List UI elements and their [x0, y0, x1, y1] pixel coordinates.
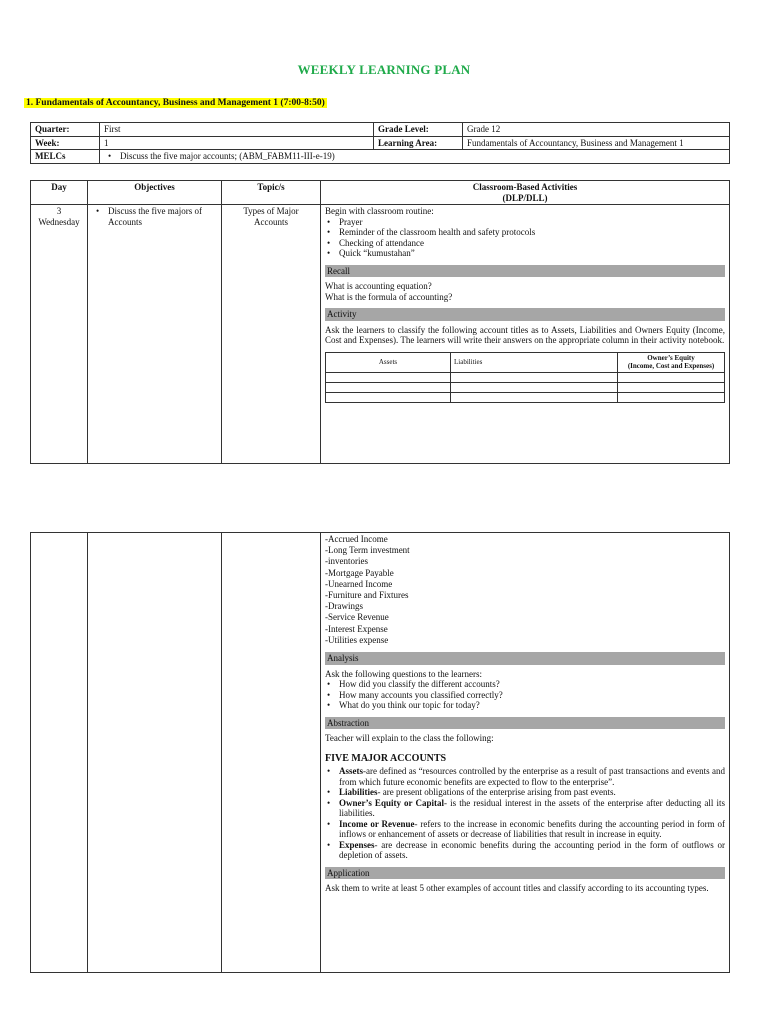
day-number: 3 — [56, 206, 62, 216]
list-item: • Prayer — [339, 217, 725, 228]
recall-question: What is accounting equation? — [325, 281, 432, 291]
list-item: -inventories — [325, 556, 368, 567]
list-item: • Reminder of the classroom health and safety protocols — [339, 227, 725, 238]
equity-header-line1: Owner’s Equity — [647, 354, 695, 362]
definition-term: Liabilities — [339, 787, 378, 798]
definition-term: Assets — [339, 766, 363, 777]
list-item — [339, 766, 725, 787]
grade-value: Grade 12 — [463, 123, 730, 137]
empty-topic-cell — [222, 533, 321, 973]
area-label: Learning Area: — [374, 136, 463, 150]
classification-table — [325, 352, 725, 403]
empty-objective-cell — [88, 533, 222, 973]
definition-text: - is the residual interest in the assets of the enterprise after deducting all its liabilities. — [339, 797, 726, 819]
account-titles-list — [325, 534, 725, 646]
page-title: WEEKLY LEARNING PLAN — [297, 62, 471, 77]
day-name: Wednesday — [38, 216, 80, 227]
abstraction-bar: Abstraction — [325, 717, 725, 730]
list-item — [339, 787, 725, 798]
list-item: -Interest Expense — [325, 623, 388, 634]
empty-day-cell — [31, 533, 88, 973]
routine-intro: Begin with classroom routine: — [325, 206, 434, 216]
definition-text: - refers to the increase in economic benefits during the accounting period in form of inflows or enhancement of assets or decrease of liabilities that result in increase in equity. — [339, 818, 725, 840]
lesson-table-page1 — [30, 180, 730, 464]
definition-text: - are decrease in economic benefits during the accounting period in the form of outflows or depletion of assets. — [339, 839, 725, 861]
lesson-table-page2 — [30, 532, 730, 973]
recall-question: What is the formula of accounting? — [325, 291, 453, 302]
table-row — [326, 392, 725, 402]
melcs-cell — [100, 150, 730, 164]
definition-text: - are present obligations of the enterprise arising from past events. — [377, 787, 616, 798]
activities-header — [321, 181, 730, 205]
topic-cell: Types of Major Accounts — [222, 205, 321, 464]
list-item: -Utilities expense — [325, 634, 389, 645]
day-cell — [31, 205, 88, 464]
definition-text: -are defined as “resources controlled by the enterprise as a result of past transactions and events and from which future economic benefits are expected to flow to the enterprise”. — [339, 766, 725, 787]
activity-bar: Activity — [325, 308, 725, 321]
abstraction-intro: Teacher will explain to the class the following: — [325, 733, 494, 744]
melcs-label: MELCs — [31, 150, 100, 164]
area-value: Fundamentals of Accountancy, Business and Management 1 — [463, 136, 730, 150]
list-item — [339, 798, 725, 819]
list-item — [339, 819, 725, 840]
definition-term: Expenses — [339, 839, 375, 850]
definition-term: Owner’s Equity or Capital — [339, 797, 445, 808]
plan-info-table — [30, 122, 730, 164]
definitions-list — [325, 766, 725, 861]
activities-continued-cell — [321, 533, 730, 973]
quarter-value: First — [100, 123, 374, 137]
list-item: -Mortgage Payable — [325, 567, 394, 578]
grade-label: Grade Level: — [374, 123, 463, 137]
activities-header-line2: (DLP/DLL) — [502, 192, 548, 203]
table-row — [326, 382, 725, 392]
list-item: -Long Term investment — [325, 545, 410, 556]
objective-cell — [88, 205, 222, 464]
week-value: 1 — [100, 136, 374, 150]
list-item: • Checking of attendance — [339, 238, 725, 249]
analysis-questions — [325, 679, 725, 711]
list-item: -Service Revenue — [325, 612, 389, 623]
liabilities-column-header: Liabilities — [451, 352, 618, 372]
application-bar: Application — [325, 867, 725, 880]
topics-header: Topic/s — [222, 181, 321, 205]
equity-header-line2: (Income, Cost and Expenses) — [627, 362, 715, 370]
analysis-bar: Analysis — [325, 652, 725, 665]
day-header: Day — [31, 181, 88, 205]
routine-list — [325, 217, 725, 259]
list-item: • Quick “kumustahan” — [339, 248, 725, 259]
table-row — [326, 372, 725, 382]
list-item — [339, 840, 725, 861]
list-item: -Drawings — [325, 601, 363, 612]
objective-text: • Discuss the five majors of Accounts — [92, 206, 217, 227]
application-text: Ask them to write at least 5 other examples of account titles and classify according to its accounting types. — [325, 883, 709, 894]
activities-header-line1: Classroom-Based Activities — [472, 182, 578, 192]
activities-cell — [321, 205, 730, 464]
list-item: -Unearned Income — [325, 578, 393, 589]
definition-term: Income or Revenue — [339, 818, 415, 829]
objectives-header: Objectives — [88, 181, 222, 205]
activity-instructions: Ask the learners to classify the following account titles as to Assets, Liabilities and Owners Equity (Income, Cost and Expenses). The learners will write their answers on the appropriate column in their activity notebook. — [325, 324, 725, 345]
list-item: -Furniture and Fixtures — [325, 590, 409, 601]
quarter-label: Quarter: — [31, 123, 100, 137]
list-item: • How many accounts you classified correctly? — [339, 690, 725, 701]
five-major-accounts-heading: FIVE MAJOR ACCOUNTS — [325, 752, 447, 764]
assets-column-header: Assets — [326, 352, 451, 372]
list-item: • How did you classify the different accounts? — [339, 679, 725, 690]
list-item: -Accrued Income — [325, 534, 388, 544]
recall-bar: Recall — [325, 265, 725, 278]
analysis-intro: Ask the following questions to the learners: — [325, 668, 482, 679]
list-item: • What do you think our topic for today? — [339, 700, 725, 711]
subject-heading: 1. Fundamentals of Accountancy, Business and Management 1 (7:00-8:50) — [26, 98, 325, 108]
equity-column-header — [618, 352, 725, 372]
week-label: Week: — [31, 136, 100, 150]
melcs-value: • Discuss the five major accounts; (ABM_FABM11-III-e-19) — [104, 151, 335, 161]
